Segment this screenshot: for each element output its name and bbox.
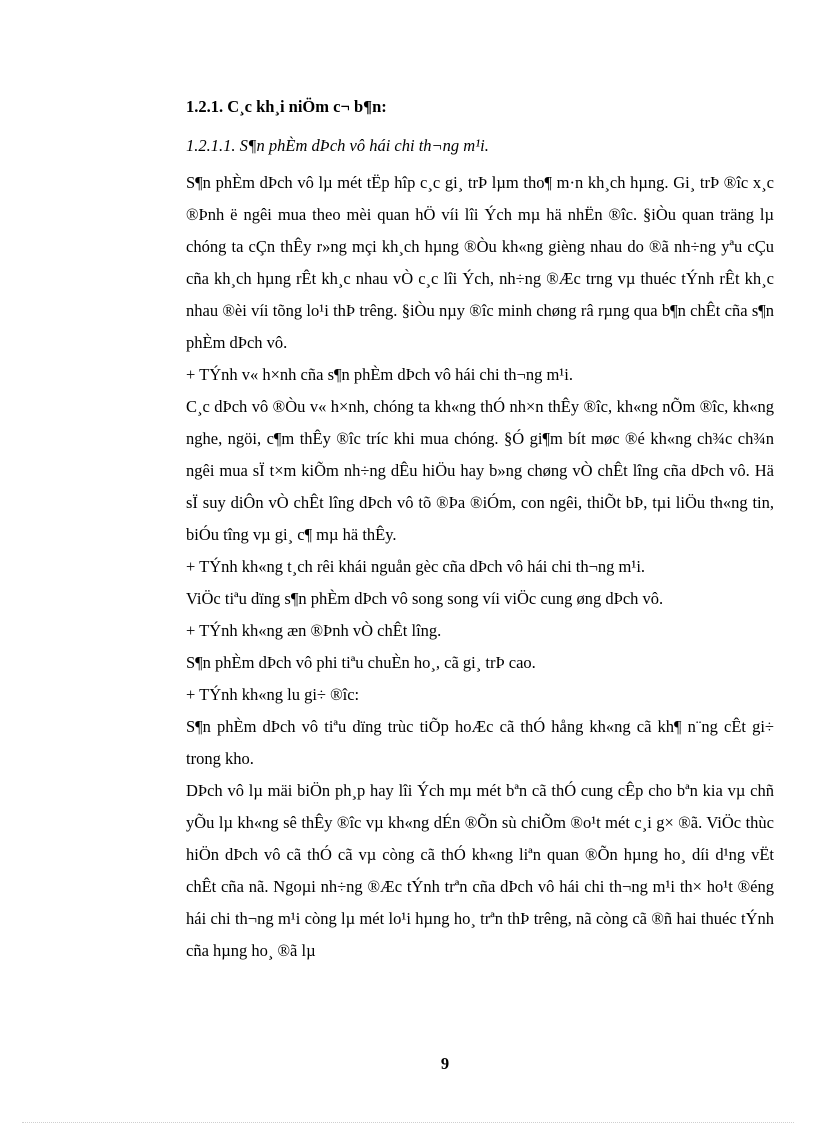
paragraph: C¸c dÞch vô ®Òu v« h×nh, chóng ta kh«ng thÓ nh×n thÊy ®îc, kh«ng nÕm ®îc, kh«ng nghe, ngöi, c¶m thÊy ®îc tríc khi mua chóng. §Ó gi¶m bít møc ®é kh«ng ch¾c ch¾n ngêi mua sÏ t×m kiÕm nh÷ng dÊu hiÖu hay b»ng chøng vÒ chÊt lîng cña dÞch vô. Hä sÏ suy diÔn vÒ chÊt lîng dÞch vô tõ ®Þa ®iÓm, con ngêi, thiÕt bÞ, tµi liÖu th«ng tin, biÓu tîng vµ gi¸ c¶ mµ hä thÊy. xyxy=(186,397,774,544)
paragraph: + TÝnh kh«ng t¸ch rêi khái nguån gèc cña dÞch vô hái chi th¬ng m¹i. xyxy=(186,557,646,576)
paragraph: + TÝnh kh«ng æn ®Þnh vÒ chÊt lîng. xyxy=(186,621,442,640)
paragraph: S¶n phÈm dÞch vô lµ mét tËp hîp c¸c gi¸ trÞ lµm tho¶ m·n kh¸ch hµng. Gi¸ trÞ ®îc x¸c ®Þnh ë ngêi mua theo mèi quan hÖ víi lîi Ých mµ hä nhËn ®îc. §iÒu quan träng lµ chóng ta cÇn thÊy r»ng mçi kh¸ch hµng ®Òu kh«ng gièng nhau do ®ã nh÷ng yªu cÇu cña kh¸ch hµng rÊt kh¸c nhau vÒ c¸c lîi Ých, nh÷ng ®Æc trng vµ thuéc tÝnh rÊt kh¸c nhau ®èi víi tõng lo¹i thÞ trêng. §iÒu nµy ®îc minh chøng râ rµng qua b¶n chÊt cña s¶n phÈm dÞch vô. xyxy=(186,173,774,352)
section-heading: 1.2.1. C¸c kh¸i niÖm c¬ b¶n: xyxy=(186,97,387,116)
paragraph: S¶n phÈm dÞch vô tiªu dïng trùc tiÕp hoÆc cã thÓ hång kh«ng cã kh¶ n¨ng cÊt gi÷ trong kho. xyxy=(186,717,774,768)
subsection-heading: 1.2.1.1. S¶n phÈm dÞch vô hái chi th¬ng m¹i. xyxy=(186,136,489,155)
paragraph: + TÝnh v« h×nh cña s¶n phÈm dÞch vô hái chi th¬ng m¹i. xyxy=(186,365,573,384)
paragraph: + TÝnh kh«ng lu gi÷ ®îc: xyxy=(186,685,360,704)
body-text xyxy=(186,167,774,967)
paragraph: DÞch vô lµ mäi biÖn ph¸p hay lîi Ých mµ mét bªn cã thÓ cung cÊp cho bªn kia vµ chñ yÕu lµ kh«ng sê thÊy ®îc vµ kh«ng dÉn ®Õn sù chiÕm ®o¹t mét c¸i g× ®ã. ViÖc thùc hiÖn dÞch vô cã thÓ cã vµ còng cã thÓ kh«ng liªn quan ®Õn hµng ho¸ díi d¹ng vËt chÊt cña nã. Ngoµi nh÷ng ®Æc tÝnh trªn cña dÞch vô hái chi th¬ng m¹i th× ho¹t ®éng hái chi th¬ng m¹i còng lµ mét lo¹i hµng ho¸ trªn thÞ trêng, nã còng cã ®ñ hai thuéc tÝnh cña hµng ho¸ ®ã lµ xyxy=(186,781,774,960)
paragraph: ViÖc tiªu dïng s¶n phÈm dÞch vô song song víi viÖc cung øng dÞch vô. xyxy=(186,589,664,608)
page-number: 9 xyxy=(440,1054,450,1073)
paragraph: S¶n phÈm dÞch vô phi tiªu chuÈn ho¸, cã gi¸ trÞ cao. xyxy=(186,653,536,672)
